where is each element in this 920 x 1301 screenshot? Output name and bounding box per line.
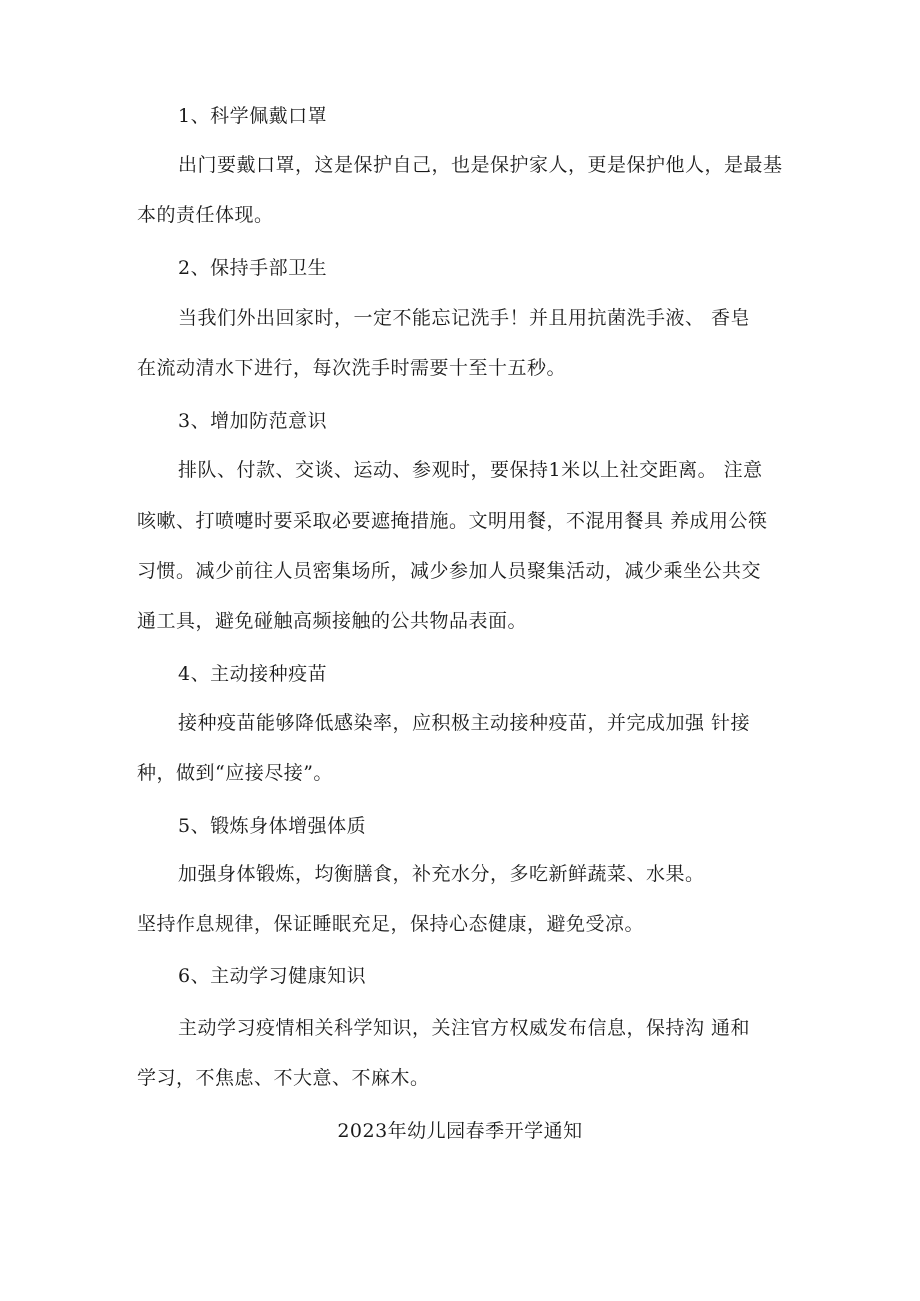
section-3-paragraph-line-1: 排队、付款、交谈、运动、参观时，要保持1米以上社交距离。 注意: [178, 459, 763, 481]
section-6-paragraph-line-2: 学习，不焦虑、不大意、不麻木。: [137, 1067, 430, 1089]
section-1-heading: 1、科学佩戴口罩: [178, 105, 328, 127]
section-5-paragraph-line-2: 坚持作息规律，保证睡眠充足，保持心态健康，避免受凉。: [137, 913, 645, 935]
section-1-paragraph-line-1: 出门要戴口罩，这是保护自己，也是保护家人，更是保护他人，是最基: [178, 154, 783, 176]
section-2-heading: 2、保持手部卫生: [178, 257, 328, 279]
next-notice-title: 2023年幼儿园春季开学通知: [337, 1120, 583, 1142]
section-2-paragraph-line-2: 在流动清水下进行，每次洗手时需要十至十五秒。: [137, 357, 567, 379]
section-6-paragraph-line-1: 主动学习疫情相关科学知识，关注官方权威发布信息，保持沟 通和: [178, 1017, 751, 1039]
section-3-heading: 3、增加防范意识: [178, 410, 328, 432]
section-3-paragraph-line-2: 咳嗽、打喷嚏时要采取必要遮掩措施。文明用餐，不混用餐具 养成用公筷: [137, 510, 768, 532]
section-4-paragraph-line-2: 种，做到“应接尽接”。: [137, 762, 333, 784]
section-1-paragraph-line-2: 本的责任体现。: [137, 204, 274, 226]
section-5-heading: 5、锻炼身体增强体质: [178, 815, 367, 837]
section-4-paragraph-line-1: 接种疫苗能够降低感染率，应积极主动接种疫苗，并完成加强 针接: [178, 712, 751, 734]
section-4-heading: 4、主动接种疫苗: [178, 663, 328, 685]
section-5-paragraph-line-1: 加强身体锻炼，均衡膳食，补充水分，多吃新鲜蔬菜、水果。: [178, 863, 705, 885]
section-3-paragraph-line-4: 通工具，避免碰触高频接触的公共物品表面。: [137, 610, 528, 632]
section-6-heading: 6、主动学习健康知识: [178, 965, 367, 987]
section-2-paragraph-line-1: 当我们外出回家时，一定不能忘记洗手！并且用抗菌洗手液、 香皂: [178, 307, 751, 329]
section-3-paragraph-line-3: 习惯。减少前往人员密集场所，减少参加人员聚集活动，减少乘坐公共交: [137, 560, 762, 582]
